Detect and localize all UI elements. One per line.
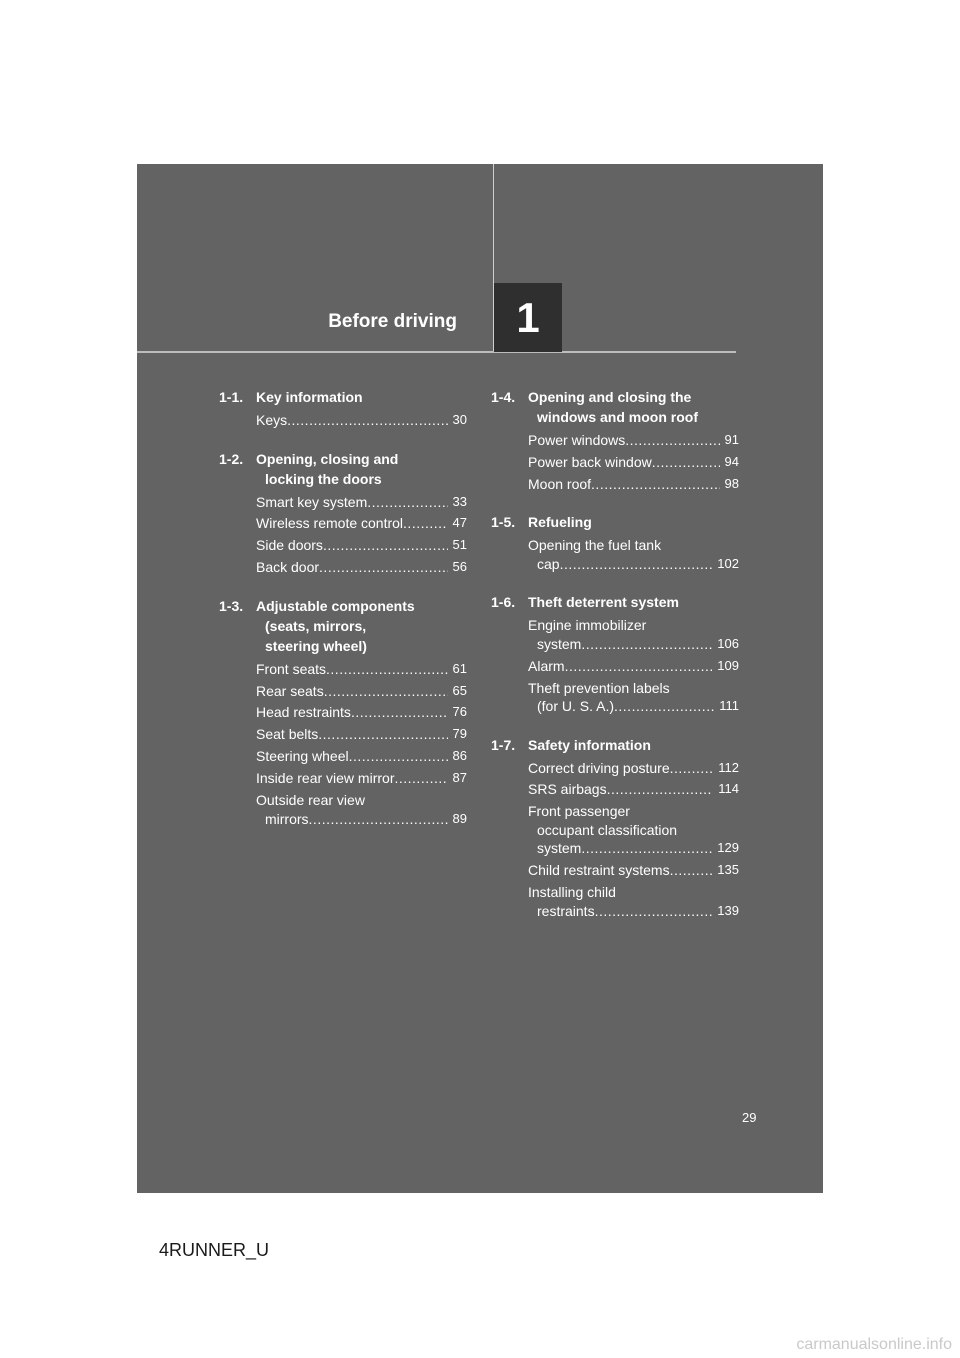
entry-label-row	[256, 682, 467, 701]
dot-leader	[581, 635, 712, 654]
entry-page-number: 86	[452, 748, 467, 764]
section-heading[interactable]	[491, 512, 739, 532]
entry-page-number: 51	[452, 537, 467, 553]
toc-entry[interactable]	[256, 747, 467, 766]
toc-entry[interactable]	[528, 431, 739, 450]
entry-page-number: 65	[452, 682, 467, 698]
toc-entry[interactable]	[528, 759, 739, 778]
toc-entry[interactable]	[256, 514, 467, 533]
section-title	[256, 387, 467, 407]
entry-label-row	[256, 810, 467, 829]
section-title	[528, 512, 739, 532]
entry-label: cap	[537, 555, 560, 572]
toc-section	[491, 387, 739, 493]
section-title	[256, 449, 467, 489]
entry-label: Correct driving posture	[528, 759, 670, 776]
toc-entry[interactable]	[528, 453, 739, 472]
toc-entry[interactable]	[256, 682, 467, 701]
entry-page-number: 79	[452, 726, 467, 742]
entry-page-number: 109	[717, 657, 739, 673]
entry-page-number: 47	[452, 515, 467, 531]
entry-label-row	[256, 703, 467, 722]
toc-entry[interactable]	[528, 780, 739, 799]
dot-leader	[591, 475, 719, 494]
entry-page-number: 111	[719, 698, 739, 714]
toc-entry[interactable]	[528, 802, 739, 858]
section-title-line: Opening, closing and	[256, 450, 399, 467]
section-title-line: Adjustable components	[256, 597, 415, 614]
entry-page-number: 98	[724, 475, 739, 491]
toc-left-column	[219, 387, 467, 847]
toc-entry[interactable]	[256, 558, 467, 577]
dot-leader	[652, 453, 720, 472]
toc-entry[interactable]	[256, 703, 467, 722]
dot-leader	[319, 558, 447, 577]
section-number: 1-1.	[219, 389, 244, 405]
header-horizontal-divider	[137, 351, 736, 353]
section-title-line: Key information	[256, 389, 363, 405]
entry-label: Power windows	[528, 432, 626, 448]
toc-entry[interactable]	[528, 657, 739, 676]
toc-section	[491, 512, 739, 573]
section-heading[interactable]	[491, 592, 739, 612]
entry-page-number: 102	[717, 555, 739, 571]
dot-leader	[560, 555, 713, 574]
entry-label-row	[528, 759, 739, 778]
toc-section	[219, 387, 467, 430]
entry-label-row	[528, 475, 739, 494]
entry-label-row	[256, 536, 467, 555]
chapter-number: 1	[516, 293, 540, 341]
entry-page-number: 87	[452, 770, 467, 786]
section-title	[528, 387, 739, 427]
entry-label: Steering wheel	[256, 748, 349, 765]
entry-label: mirrors	[265, 810, 309, 827]
chapter-number-box	[494, 283, 562, 352]
dot-leader	[367, 493, 447, 512]
section-number: 1-3.	[219, 597, 244, 614]
entry-label-line: Front passenger	[528, 803, 630, 820]
section-number: 1-6.	[491, 594, 516, 611]
entry-label: Wireless remote control	[256, 515, 404, 532]
entry-page-number: 94	[724, 453, 739, 469]
entry-label-row	[256, 725, 467, 744]
dot-leader	[670, 861, 713, 880]
section-title-line: Theft deterrent system	[528, 594, 679, 611]
entry-page-number: 91	[724, 432, 739, 447]
entry-page-number: 61	[452, 660, 467, 676]
section-title-line: Safety information	[528, 736, 651, 753]
section-heading[interactable]	[491, 735, 739, 755]
dot-leader	[614, 697, 714, 716]
dot-leader	[394, 769, 447, 788]
entry-label: restraints	[537, 902, 595, 919]
entry-label-row	[528, 555, 739, 574]
dot-leader	[309, 810, 448, 829]
entry-label-row	[528, 839, 739, 858]
toc-entry[interactable]	[256, 411, 467, 430]
entry-label-row	[256, 493, 467, 512]
entry-label-row	[256, 514, 467, 533]
entry-label-line: occupant classification	[537, 821, 678, 838]
entry-label: (for U. S. A.)	[537, 698, 615, 715]
toc-entry[interactable]	[528, 616, 739, 653]
entry-label: system	[537, 840, 582, 857]
toc-section	[219, 449, 467, 577]
entry-label-line: Theft prevention labels	[528, 679, 670, 696]
toc-section	[491, 735, 739, 921]
dot-leader	[349, 747, 448, 766]
entry-label: Seat belts	[256, 726, 319, 743]
dot-leader	[403, 514, 447, 533]
entry-label: system	[537, 635, 582, 652]
entry-page-number: 30	[452, 412, 467, 427]
section-heading[interactable]	[219, 596, 467, 656]
section-title-line: Refueling	[528, 514, 592, 531]
page-number: 29	[742, 1110, 757, 1125]
entry-label-row	[528, 780, 739, 799]
dot-leader	[607, 780, 714, 799]
entry-page-number: 135	[717, 862, 739, 878]
entry-label: Alarm	[528, 657, 565, 674]
entry-page-number: 112	[718, 759, 739, 775]
entry-label-row	[528, 635, 739, 654]
entry-label-row	[256, 747, 467, 766]
section-title	[256, 596, 467, 656]
section-number: 1-7.	[491, 736, 516, 753]
entry-label: Smart key system	[256, 493, 368, 510]
entry-label-line: Outside rear view	[256, 792, 365, 809]
dot-leader	[581, 839, 712, 858]
toc-section	[491, 592, 739, 715]
entry-label: Rear seats	[256, 682, 324, 699]
entry-label: Head restraints	[256, 704, 351, 721]
section-heading[interactable]	[219, 387, 467, 407]
section-number: 1-2.	[219, 450, 244, 467]
entry-label-row	[256, 660, 467, 679]
dot-leader	[351, 703, 448, 722]
entry-page-number: 89	[452, 810, 467, 826]
entry-page-number: 33	[452, 493, 467, 509]
section-heading[interactable]	[491, 387, 739, 427]
entry-label: Front seats	[256, 660, 327, 677]
entry-label-row	[256, 558, 467, 577]
dot-leader	[326, 660, 448, 679]
watermark: carmanualsonline.info	[796, 1336, 952, 1353]
entry-label-row	[528, 697, 739, 716]
section-number: 1-4.	[491, 389, 516, 405]
section-number: 1-5.	[491, 514, 516, 531]
entry-label-row	[528, 431, 739, 450]
section-title-line: locking the doors	[265, 470, 382, 487]
toc-entry[interactable]	[256, 769, 467, 788]
chapter-title: Before driving	[328, 311, 457, 332]
entry-page-number: 76	[452, 704, 467, 720]
toc-entry[interactable]	[256, 725, 467, 744]
entry-label: Keys	[256, 412, 288, 428]
dot-leader	[595, 902, 713, 921]
dot-leader	[318, 725, 447, 744]
section-title	[528, 735, 739, 755]
section-heading[interactable]	[219, 449, 467, 489]
entry-label: Side doors	[256, 537, 323, 554]
toc-entry[interactable]	[528, 536, 739, 573]
section-title-line: windows and moon roof	[537, 409, 698, 425]
toc-entry[interactable]	[256, 660, 467, 679]
toc-right-column	[491, 387, 739, 939]
entry-label-line: Opening the fuel tank	[528, 537, 662, 554]
section-title-line: steering wheel)	[265, 637, 367, 654]
entry-page-number: 129	[717, 840, 739, 856]
entry-label-row	[528, 902, 739, 921]
toc-entry[interactable]	[528, 475, 739, 494]
entry-label: Moon roof	[528, 475, 592, 492]
section-title	[528, 592, 739, 612]
entry-label: Child restraint systems	[528, 862, 670, 879]
entry-label-line: Engine immobilizer	[528, 617, 647, 634]
dot-leader	[323, 536, 448, 555]
dot-leader	[565, 657, 713, 676]
entry-label: Back door	[256, 559, 320, 576]
entry-label-row	[528, 453, 739, 472]
toc-entry[interactable]	[256, 493, 467, 512]
dot-leader	[324, 682, 448, 701]
entry-label-row	[256, 411, 467, 430]
entry-page-number: 56	[452, 559, 467, 575]
entry-page-number: 139	[717, 902, 739, 918]
toc-section	[219, 596, 467, 828]
entry-label: SRS airbags	[528, 781, 607, 798]
dot-leader	[670, 759, 714, 778]
entry-label: Inside rear view mirror	[256, 770, 395, 787]
entry-label-row	[528, 861, 739, 880]
entry-page-number: 106	[717, 635, 739, 651]
dot-leader	[287, 411, 447, 430]
entry-page-number: 114	[718, 781, 739, 797]
toc-entry[interactable]	[528, 861, 739, 880]
section-title-line: Opening and closing the	[528, 389, 692, 405]
entry-label-row	[256, 769, 467, 788]
entry-label-line: Installing child	[528, 884, 616, 901]
section-title-line: (seats, mirrors,	[265, 617, 367, 634]
dot-leader	[625, 431, 719, 450]
model-code: 4RUNNER_U	[159, 1240, 270, 1260]
toc-entry[interactable]	[256, 536, 467, 555]
toc-entry[interactable]	[256, 791, 467, 828]
entry-label: Power back window	[528, 453, 652, 470]
toc-entry[interactable]	[528, 679, 739, 716]
toc-entry[interactable]	[528, 883, 739, 920]
entry-label-row	[528, 657, 739, 676]
